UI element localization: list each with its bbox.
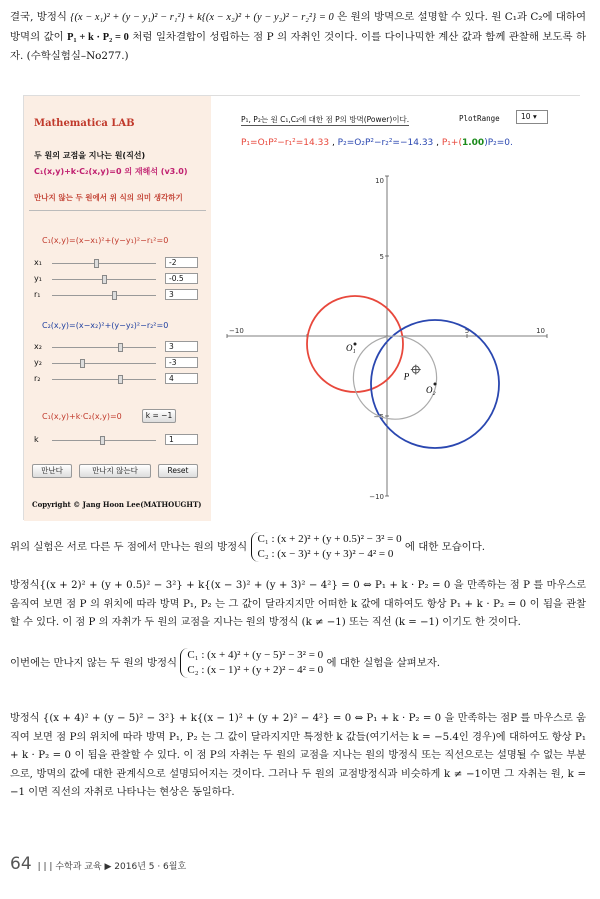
k-equation: C₁(x,y)+k·C₂(x,y)=0 xyxy=(42,412,122,421)
meet-button[interactable]: 만난다 xyxy=(32,464,72,478)
intro-paragraph: 결국, 방정식 {(x − x₁)² + (y − y₁)² − r₁²} + k{(x − x₂)² + (y − y₂)² − r₂²} = 0 은 원의 방멱으로 설명할 수 있다. 원 C₁과 C₂에 대하여 방멱의 값이 P₁ + k · P₂ = 0 처럼 일차결합이 성립하는 점 P 의 자취인 것이다. 이를 다이나믹한 계산 값과 함께 관찰해 보도록 하자. (수학실험실–No277.) xyxy=(10,11,586,62)
x1-value[interactable]: -2 xyxy=(165,257,198,268)
conclusion-paragraph: 방정식 {(x + 4)² + (y − 5)² − 3²} + k{(x − 1)² + (y + 2)² − 4²} = 0 ⇔ P₁ + k · P₂ = 0 을 만족하는 점P 를 마우스로 움직여 보면 점 P의 위치에 따라 방멱 P₁, P₂ 는 그 값이 달라지지만 특정한 k 값들(여기서는 k = −5.4인 경우)에 대하여도 항상 P₁ + k · P₂ = 0 이 됨을 관찰할 수 있다. 이 점 P의 자취는 두 원의 교점을 지나는 원의 방정식 또는 직선으로는 설명될 수 없는 부분으로, 방멱의 값에 대한 관계식으로 설명되어지는 것이다. 그러나 두 원의 교점방정식과 비슷하게 k ≠ −1이면 그 자취는 원, k = −1 이면 직선의 자취로 나타나는 현상은 동일하다. xyxy=(10,713,586,798)
copyright: Copyright © Jang Hoon Lee(MATHOUGHT) xyxy=(32,500,202,509)
page-number: 64 xyxy=(10,854,32,874)
y1-value[interactable]: -0.5 xyxy=(165,273,198,284)
non-intersecting-paragraph: 이번에는 만나지 않는 두 원의 방정식 C₁ : (x + 4)² + (y − 5)² − 3² = 0 C₂ : (x − 1)² + (y + 2)² − 4² = 0 에 대한 실험을 살펴보자. xyxy=(10,649,441,676)
y-tick-label: −10 xyxy=(369,493,384,501)
label-o2: O₂ xyxy=(426,385,436,395)
plot-area xyxy=(211,96,581,521)
panel-tip: 만나지 않는 두 원에서 위 식의 의미 생각하기 xyxy=(34,193,183,202)
slider-label: r₁ xyxy=(34,290,41,299)
plot-svg xyxy=(211,96,581,521)
slider-label: r₂ xyxy=(34,374,41,383)
control-panel xyxy=(24,96,211,521)
power-readout: P₁=O₁P²−r₁²=14.33 , P₂=O₂P²−r₂²=−14.33 , P₁+(1.00)P₂=0. xyxy=(241,138,513,148)
page-footer xyxy=(10,854,186,874)
panel-heading: 두 원의 교점을 지나는 원(직선) xyxy=(34,151,146,160)
k-value[interactable]: 1 xyxy=(165,434,198,445)
k-minus-one-button[interactable]: k = −1 xyxy=(142,409,176,423)
label-o1: O₁ xyxy=(346,343,356,353)
circle-k xyxy=(353,336,436,419)
journal-info: | | | 수학과 교육 ▶ 2016년 5 · 6월호 xyxy=(37,862,187,872)
equation-system-2: C₁ : (x + 4)² + (y − 5)² − 3² = 0 C₂ : (x − 1)² + (y + 2)² − 4² = 0 xyxy=(180,648,323,678)
r2-slider[interactable] xyxy=(52,379,156,380)
equation-system: C₁ : (x + 2)² + (y + 0.5)² − 3² = 0 C₂ : (x − 3)² + (y + 3)² − 4² = 0 xyxy=(251,532,402,562)
panel-subheading: C₁(x,y)+k·C₂(x,y)=0 의 재해석 (v3.0) xyxy=(34,167,188,176)
r1-slider[interactable] xyxy=(52,295,156,296)
x-tick-label: 10 xyxy=(536,327,545,335)
mathematica-figure xyxy=(23,95,580,520)
lab-logo: Mathematica LAB xyxy=(34,118,135,129)
y2-value[interactable]: -3 xyxy=(165,357,198,368)
x-tick-label: −10 xyxy=(229,327,244,335)
r1-value[interactable]: 3 xyxy=(165,289,198,300)
slider-label: x₂ xyxy=(34,342,42,351)
y-tick-label: 5 xyxy=(379,253,384,261)
c2-equation: C₂(x,y)=(x−x₂)²+(y−y₂)²−r₂²=0 xyxy=(42,321,169,330)
c1-equation: C₁(x,y)=(x−x₁)²+(y−y₁)²−r₁²=0 xyxy=(42,236,169,245)
y2-slider[interactable] xyxy=(52,363,156,364)
analysis-paragraph: 방정식{(x + 2)² + (y + 0.5)² − 3²} + k{(x − 3)² + (y + 3)² − 4²} = 0 ⇔ P₁ + k · P₂ = 0 을 만족하는 점 P 를 마우스로 움직여 보면 점 P 의 위치에 따라 방멱 P₁, P₂ 는 그 값이 달라지지만 어떠한 k 값에 대하여도 항상 P₁ + k · P₂ = 0 이 됨을 관찰할 수 있다. 이 점 P 의 자취가 두 원의 교점을 지나는 원의 방정식 (k ≠ −1) 또는 직선 (k = −1) 이기도 한 것이다. xyxy=(10,580,586,628)
chevron-down-icon: ▾ xyxy=(532,112,537,121)
plot-range-label: PlotRange xyxy=(459,114,500,123)
k-slider[interactable] xyxy=(52,440,156,441)
slider-label: x₁ xyxy=(34,258,42,267)
not-meet-button[interactable]: 만나지 않는다 xyxy=(79,464,151,478)
plot-range-select[interactable]: 10 ▾ xyxy=(516,110,548,124)
k-label: k xyxy=(34,435,39,444)
x-tick-label: 5 xyxy=(464,327,470,335)
slider-label: y₂ xyxy=(34,358,42,367)
y-tick-label: −5 xyxy=(373,413,384,421)
slider-label: y₁ xyxy=(34,274,42,283)
experiment-paragraph: 위의 실험은 서로 다른 두 점에서 만나는 원의 방정식 C₁ : (x + 2)² + (y + 0.5)² − 3² = 0 C₂ : (x − 3)² + (y + 3)² − 4² = 0 에 대한 모습이다. xyxy=(10,533,486,560)
r2-value[interactable]: 4 xyxy=(165,373,198,384)
reset-button[interactable]: Reset xyxy=(158,464,198,478)
label-p: P xyxy=(403,371,410,382)
x2-slider[interactable] xyxy=(52,347,156,348)
plot-title: P₁, P₂는 원 C₁,C₂에 대한 점 P의 방멱(Power)이다. xyxy=(241,115,410,124)
y1-slider[interactable] xyxy=(52,279,156,280)
x2-value[interactable]: 3 xyxy=(165,341,198,352)
x1-slider[interactable] xyxy=(52,263,156,264)
y-tick-label: 10 xyxy=(375,177,384,185)
